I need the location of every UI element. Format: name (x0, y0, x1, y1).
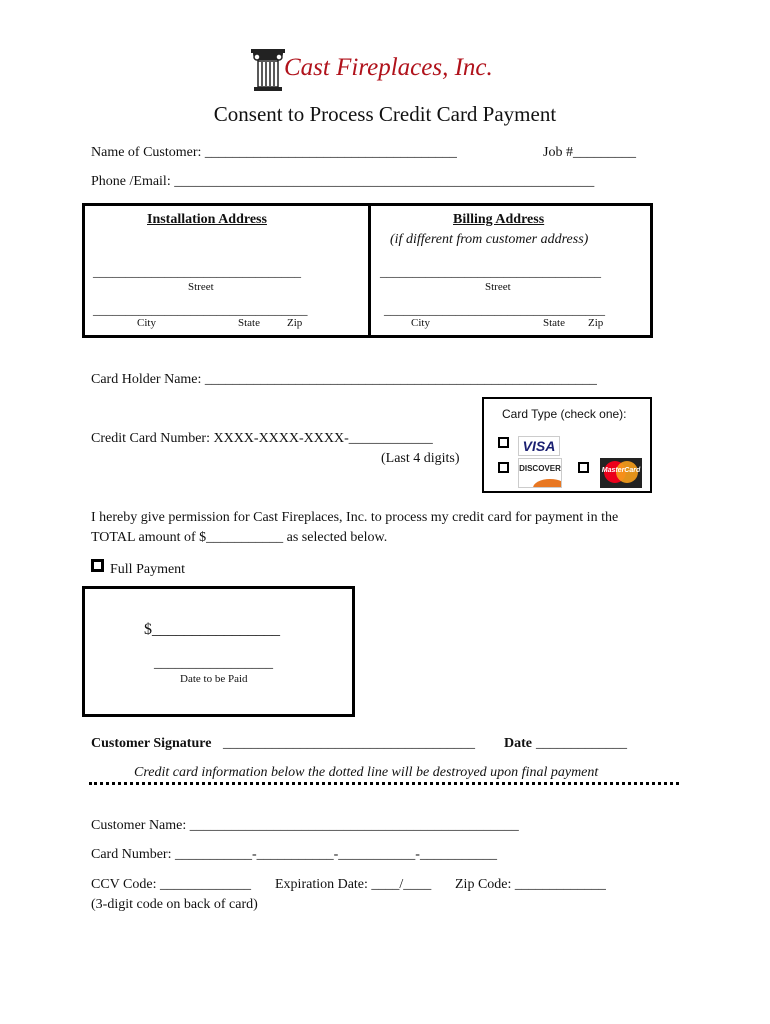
full-payment-checkbox[interactable] (91, 559, 104, 572)
billing-street-label: Street (485, 281, 511, 293)
installation-address-heading: Installation Address (147, 212, 267, 227)
address-divider (368, 203, 371, 338)
bottom-customer-name-field[interactable]: Customer Name: _______________________________________________ (91, 818, 519, 833)
bottom-card-number-field[interactable]: Card Number: ___________-___________-___________-___________ (91, 847, 497, 862)
destruction-notice: Credit card information below the dotted line will be destroyed upon final payment (134, 765, 599, 780)
installation-city-label: City (137, 317, 156, 329)
billing-address-subheading: (if different from customer address) (390, 232, 589, 247)
payment-amount-field[interactable]: $________________ (144, 621, 280, 638)
customer-signature-field[interactable]: ____________________________________ (223, 736, 475, 751)
visa-checkbox[interactable] (498, 437, 509, 448)
card-type-title: Card Type (check one): (502, 407, 627, 421)
billing-street-field[interactable]: __________________________________ (380, 264, 601, 279)
installation-state-label: State (238, 317, 260, 329)
installation-street-label: Street (188, 281, 214, 293)
visa-logo: VISA (518, 436, 560, 456)
billing-zip-label: Zip (588, 317, 604, 329)
signature-date-field[interactable]: _____________ (536, 736, 627, 751)
mastercard-checkbox[interactable] (578, 462, 589, 473)
company-logo (250, 48, 520, 94)
installation-zip-label: Zip (287, 317, 303, 329)
company-name: Cast Fireplaces, Inc. (284, 54, 493, 81)
full-payment-label: Full Payment (110, 562, 186, 577)
installation-city-field[interactable]: _________________________________ (93, 302, 308, 317)
job-number-field[interactable]: Job #_________ (543, 145, 636, 160)
expiration-date-field[interactable]: Expiration Date: ____/____ (275, 877, 432, 892)
payment-date-field[interactable]: _________________ (154, 656, 273, 671)
permission-text-line1: I hereby give permission for Cast Fireplaces, Inc. to process my credit card for payment in the (91, 510, 619, 525)
page-title: Consent to Process Credit Card Payment (213, 102, 557, 126)
permission-text-line2[interactable]: TOTAL amount of $___________ as selected below. (91, 530, 388, 545)
billing-city-label: City (411, 317, 430, 329)
billing-state-label: State (543, 317, 565, 329)
credit-card-number-field[interactable]: Credit Card Number: XXXX-XXXX-XXXX-____________ (91, 431, 433, 446)
customer-signature-label: Customer Signature (91, 736, 212, 751)
payment-box (82, 586, 355, 717)
ccv-code-field[interactable]: CCV Code: _____________ (91, 877, 251, 892)
discover-logo: DISCOVER (518, 458, 562, 488)
card-holder-name-field[interactable]: Card Holder Name: ________________________________________________________ (91, 372, 597, 387)
column-icon (250, 48, 286, 92)
billing-city-field[interactable]: __________________________________ (384, 302, 605, 317)
discover-checkbox[interactable] (498, 462, 509, 473)
zip-code-field[interactable]: Zip Code: _____________ (455, 877, 606, 892)
signature-date-label: Date (504, 736, 532, 751)
name-of-customer-field[interactable]: Name of Customer: ____________________________________ (91, 145, 457, 160)
last-4-digits-label: (Last 4 digits) (381, 451, 460, 466)
ccv-note: (3-digit code on back of card) (91, 897, 258, 912)
mastercard-logo: MasterCard (600, 458, 642, 488)
billing-address-heading: Billing Address (453, 212, 545, 227)
dotted-separator (89, 782, 679, 785)
phone-email-field[interactable]: Phone /Email: ____________________________________________________________ (91, 174, 595, 189)
installation-street-field[interactable]: ________________________________ (93, 264, 301, 279)
date-to-be-paid-label: Date to be Paid (180, 673, 248, 685)
